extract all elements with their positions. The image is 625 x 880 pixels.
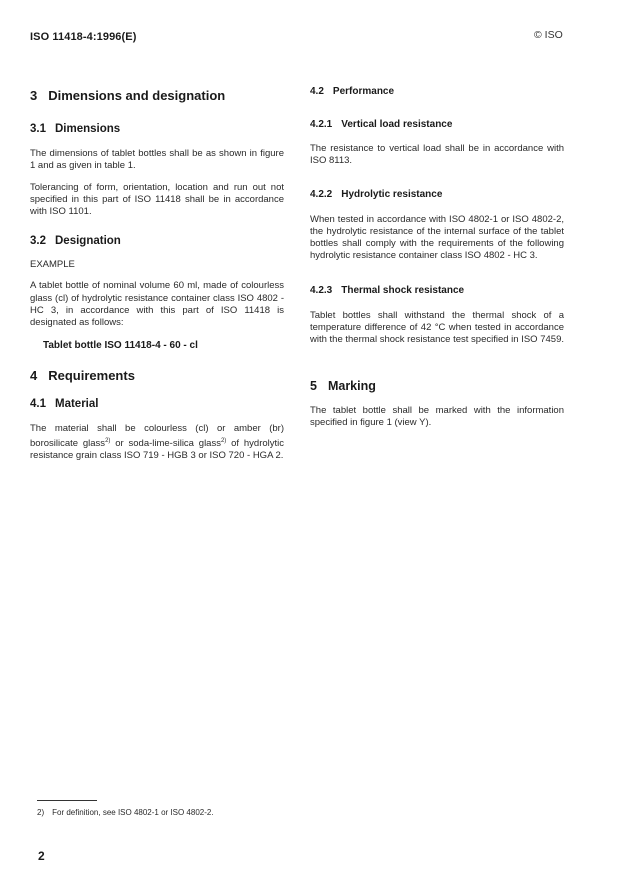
section-number: 4.2.1: [310, 119, 333, 130]
heading-section-4-2: [310, 86, 564, 97]
designation-text: Tablet bottle ISO 11418-4 - 60 - cl: [43, 339, 198, 351]
right-column: [310, 86, 564, 429]
heading-section-4-2-1: [310, 119, 564, 130]
footnote: [37, 808, 214, 817]
section-title: Performance: [332, 86, 395, 97]
paragraph-thermal-shock: Tablet bottles shall withstand the thermal shock of a temperature difference of 42 °C when tested in accordance with the thermal shock resistance test specified in ISO 7459.: [310, 309, 564, 346]
heading-section-3: [30, 88, 284, 103]
section-number: 4.2.3: [310, 284, 333, 296]
section-title: Thermal shock resistance: [341, 284, 465, 296]
section-number: 4.2.2: [310, 188, 333, 200]
footnote-text: For definition, see ISO 4802-1 or ISO 4802-2.: [52, 808, 214, 817]
material-text-part: of hydrolytic resistance grain class ISO 719 - HGB 3 or ISO 720 - HGA 2.: [30, 438, 285, 462]
section-number: 5: [310, 378, 317, 393]
section-title: Material: [55, 397, 99, 410]
heading-section-3-2: [30, 235, 284, 247]
heading-section-5: [310, 379, 564, 393]
section-title: Requirements: [48, 367, 135, 383]
section-title: Dimensions: [55, 123, 121, 135]
left-column: [30, 88, 284, 463]
copyright-notice: © ISO: [534, 29, 563, 41]
section-title: Marking: [327, 378, 376, 393]
material-text-part: or soda-lime-silica glass: [110, 438, 221, 450]
footnote-ref: 2): [220, 437, 227, 444]
section-number: 3.1: [30, 123, 46, 135]
section-title: Designation: [55, 235, 121, 248]
paragraph-marking: The tablet bottle shall be marked with the information specified in figure 1 (view Y).: [310, 404, 564, 428]
paragraph-designation-example: A tablet bottle of nominal volume 60 ml, made of colourless glass (cl) of hydrolytic resistance container class ISO 4802 - HC 3, in accordance with this part of ISO 11418 is designated as follows:: [30, 280, 284, 329]
section-title: Dimensions and designation: [48, 88, 226, 103]
section-title: Hydrolytic resistance: [341, 188, 443, 200]
footnote-ref: 2): [105, 437, 111, 444]
material-text-part: The material shall be colourless (cl) or amber (br) borosilicate glass: [30, 422, 284, 450]
footnote-mark: 2): [37, 808, 45, 817]
footnote-divider: [37, 800, 97, 801]
section-title: Vertical load resistance: [341, 119, 453, 130]
example-label: EXAMPLE: [30, 259, 75, 271]
paragraph-hydrolytic: When tested in accordance with ISO 4802-1 or ISO 4802-2, the hydrolytic resistance of the internal surface of the tablet bottles shall comply with the requirements of the following hydrolytic resistance container class ISO 4802 - HC 3.: [310, 213, 564, 262]
heading-section-4: [30, 368, 284, 383]
section-number: 4.2: [310, 86, 324, 97]
section-number: 3.2: [30, 235, 46, 248]
section-number: 4.1: [30, 397, 46, 410]
heading-section-4-1: [30, 398, 284, 410]
document-reference: ISO 11418-4:1996(E): [30, 31, 137, 43]
paragraph-dimensions: The dimensions of tablet bottles shall be as shown in figure 1 and as given in table 1.: [30, 148, 284, 172]
page-number: 2: [38, 849, 45, 863]
section-number: 3: [30, 88, 38, 103]
heading-section-3-1: [30, 123, 284, 135]
heading-section-4-2-2: [310, 189, 564, 200]
paragraph-material: [30, 423, 284, 463]
paragraph-vertical-load: The resistance to vertical load shall be in accordance with ISO 8113.: [310, 143, 564, 167]
section-number: 4: [30, 367, 38, 383]
heading-section-4-2-3: [310, 285, 564, 296]
paragraph-tolerancing: Tolerancing of form, orientation, location and run out not specified in this part of ISO 11418 shall be in accordance with ISO 1101.: [30, 181, 284, 218]
